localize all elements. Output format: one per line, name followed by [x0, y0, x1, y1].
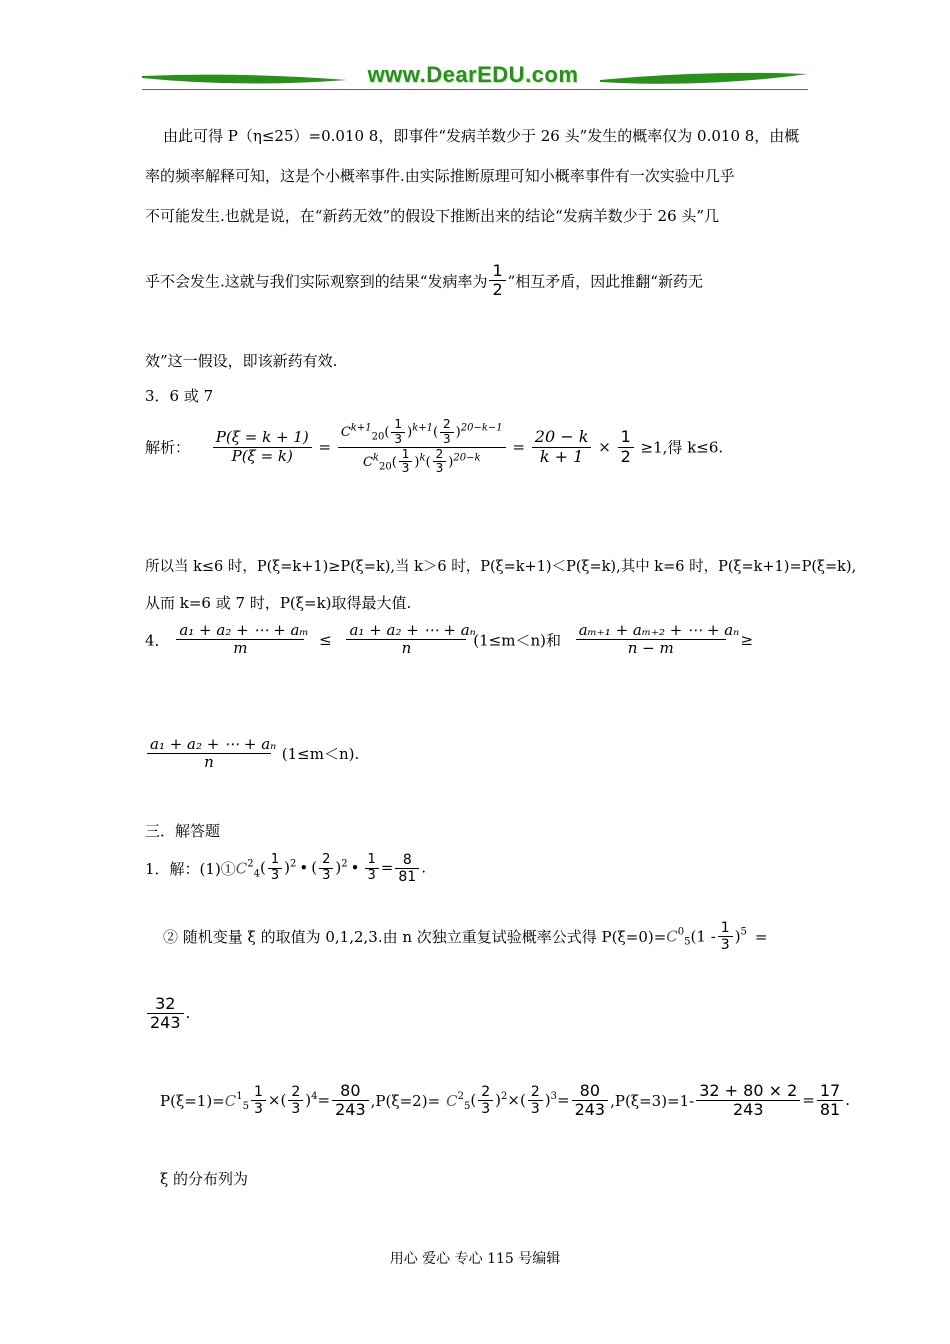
answer3-equation: $P(\xi=1)=C^1_5$ $\frac{1}{3}$ ×( $\frac{2}{3}$ )$^4$= $\frac{80}{243}$ $,P(\xi=2)= C^2_5$( $\frac{2}{3}$ )$^2$×( $\frac{2}{3}$ )$^3$= $\frac{80}{243}$ ,P(ξ=3)=1- $\frac{32 + 80 \times 2}{243}$ = $\frac{17}{81}$ .	[160, 1081, 851, 1120]
item4-second-line	[145, 736, 359, 772]
p2-label: ,P(ξ=2)=	[370, 1091, 441, 1110]
times-sign: ×	[598, 438, 611, 457]
answer1-equation: 1．解：$(1)①C^2_4$( $\frac{1}{3}$ )$^2$ • ( $\frac{2}{3}$ )$^2$ • $\frac{1}{3}$ = $\frac{8}{81}$ .	[145, 852, 426, 886]
answer1-label: 1．解：(1)①	[145, 860, 236, 879]
distribution-label: ξ 的分布列为	[160, 1170, 249, 1188]
p1-label: P(ξ=1)=	[160, 1091, 225, 1110]
site-brand: www.DearEDU.com	[367, 62, 579, 87]
analysis-label: 解析：	[145, 438, 191, 457]
item4-label: 4．	[145, 631, 170, 650]
fraction-one-half: $\frac{1}{2}$	[489, 262, 505, 300]
section-heading: 三．解答题	[145, 822, 221, 840]
page-header	[142, 60, 808, 94]
mean-m-fraction: $\frac{\text{a₁ + a₂ + ⋯ + aₘ}}{m}$	[176, 622, 304, 658]
half-fraction: $\frac{1}{2}$	[618, 428, 634, 466]
ge-sign: ≥	[740, 630, 754, 649]
le-sign: ≤	[319, 630, 332, 649]
equals-1: =	[318, 438, 332, 457]
answer2-text: ② 随机变量 ξ 的取值为 0,1,2,3.由 n 次独立重复试验概率公式得 P(ξ=0)=	[163, 928, 667, 947]
para1-line4	[145, 262, 703, 300]
equals-2: =	[512, 438, 526, 457]
item4-condition-and: (1≤m＜n)和	[473, 631, 561, 650]
result-32-243: $\frac{32}{243}$	[147, 995, 184, 1033]
header-rule	[142, 89, 808, 90]
item3-result: ≥1,得 k≤6.	[640, 438, 724, 457]
para1-line4-end: ”相互矛盾，因此推翻“新药无	[507, 272, 703, 291]
right-swoosh-icon	[600, 66, 808, 90]
item3-equation	[145, 418, 723, 518]
lhs-ratio: $\frac{P(\xi = k + 1)}{P(\xi = k)}$	[213, 429, 312, 465]
item3-line2: 所以当 k≤6 时，P(ξ=k+1)≥P(ξ=k),当 k＞6 时，P(ξ=k+1)＜P(ξ=k),其中 k=6 时，P(ξ=k+1)=P(ξ=k),	[145, 559, 857, 575]
answer2-equation: ② 随机变量 ξ 的取值为 0,1,2,3.由 n 次独立重复试验概率公式得 $P(\xi=0)=C^0_5(1$ - $\frac{1}{3}$ )$^5$ =	[163, 920, 768, 954]
para1-line5: 效”这一假设，即该新药有效.	[145, 352, 338, 370]
left-swoosh-icon	[142, 66, 347, 90]
mean-n-fraction: $\frac{\text{a₁ + a₂ + ⋯ + aₙ}}{n}$	[346, 622, 466, 658]
para1-line3: 不可能发生.也就是说，在“新药无效”的假设下推断出来的结论“发病羊数少于 26 头”几	[145, 207, 720, 225]
item4-equation	[145, 622, 753, 658]
item3-heading: 3．6 或 7	[145, 387, 214, 405]
item3-line3: 从而 k=6 或 7 时，P(ξ=k)取得最大值.	[145, 594, 412, 612]
tail-mean-fraction: $\frac{\text{aₘ₊₁ + aₘ₊₂ + ⋯ + aₙ}}{n - m}$	[576, 622, 726, 658]
item4-condition-end: (1≤m＜n).	[281, 745, 360, 764]
binomial-ratio: $C^{k+1}_{20}$( $\frac{1}{3}$ )$^{k+1}$( $\frac{2}{3}$ )$^{20-k-1}$ $C^k_{20}$( $\frac{1}{3}$ )$^k$( $\frac{2}{3}$ )$^{20-k}$	[338, 418, 506, 476]
mean-n-fraction-2: $\frac{\text{a₁ + a₂ + ⋯ + aₙ}}{n}$	[147, 736, 271, 772]
para1-line1: 由此可得 P（η≤25）=0.010 8，即事件“发病羊数少于 26 头”发生的概率仅为 0.010 8，由概	[163, 127, 800, 145]
simplified-ratio: $\frac{20 - k}{k + 1}$	[532, 428, 592, 466]
para1-line4-start: 乎不会发生.这就与我们实际观察到的结果“发病率为	[145, 272, 488, 291]
p3-label: ,P(ξ=3)=1-	[610, 1091, 695, 1110]
page-footer: 用心 爱心 专心 115 号编辑	[389, 1251, 561, 1267]
answer2-result: $\frac{32}{243}$ .	[145, 995, 190, 1033]
para1-line2: 率的频率解释可知，这是个小概率事件.由实际推断原理可知小概率事件有一次实验中几乎	[145, 167, 735, 185]
